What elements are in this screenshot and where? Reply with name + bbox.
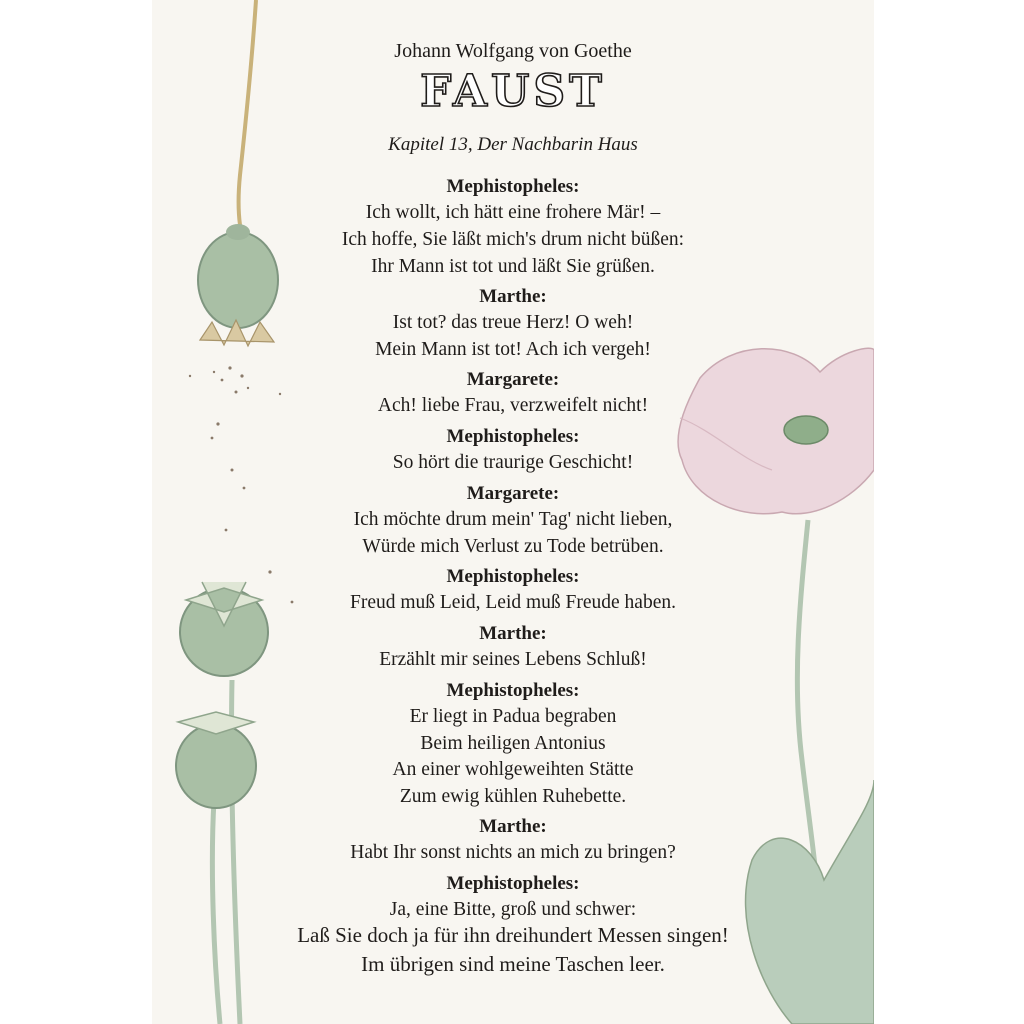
verse-line: An einer wohlgeweihten Stätte (392, 759, 634, 780)
verse-line: Habt Ihr sonst nichts an mich zu bringen? (350, 842, 676, 863)
verse-line: Mein Mann ist tot! Ach ich vergeh! (375, 339, 651, 360)
verse-line: Würde mich Verlust zu Tode betrüben. (362, 536, 664, 557)
speaker-label: Mephistopheles: (446, 680, 580, 701)
chapter-subtitle: Kapitel 13, Der Nachbarin Haus (388, 134, 638, 155)
verse-line: Ich hoffe, Sie läßt mich's drum nicht büßen: (341, 229, 685, 250)
verse-line: Ja, eine Bitte, groß und schwer: (389, 899, 637, 920)
speaker-label: Mephistopheles: (446, 873, 580, 894)
verse-line: Er liegt in Padua begraben (409, 706, 617, 727)
speaker-label: Marthe: (479, 816, 547, 837)
verse-line: Beim heiligen Antonius (420, 733, 606, 754)
verse-line: Freud muß Leid, Leid muß Freude haben. (349, 592, 676, 613)
speaker-label: Margarete: (466, 369, 560, 390)
verse-line: Im übrigen sind meine Taschen leer. (361, 952, 665, 976)
book-title: FAUST (420, 66, 606, 117)
author-name: Johann Wolfgang von Goethe (394, 40, 632, 62)
speaker-label: Margarete: (466, 483, 560, 504)
verse-line: Ihr Mann ist tot und läßt Sie grüßen. (371, 256, 655, 277)
verse-line: Ist tot? das treue Herz! O weh! (392, 312, 634, 333)
verse-line: Laß Sie doch ja für ihn dreihundert Messen singen! (297, 923, 729, 947)
speaker-label: Mephistopheles: (446, 426, 580, 447)
poem-text (152, 0, 874, 1024)
verse-line: Ach! liebe Frau, verzweifelt nicht! (377, 395, 649, 416)
speaker-label: Mephistopheles: (446, 566, 580, 587)
speaker-label: Mephistopheles: (446, 176, 580, 197)
verse-line: Ich möchte drum mein' Tag' nicht lieben, (353, 509, 673, 530)
verse-line: Zum ewig kühlen Ruhebette. (399, 786, 627, 807)
poem-page (152, 0, 874, 1024)
speaker-label: Marthe: (479, 286, 547, 307)
speaker-label: Marthe: (479, 623, 547, 644)
verse-line: Ich wollt, ich hätt eine frohere Mär! – (365, 202, 661, 223)
verse-line: Erzählt mir seines Lebens Schluß! (379, 649, 647, 670)
verse-line: So hört die traurige Geschicht! (392, 452, 634, 473)
